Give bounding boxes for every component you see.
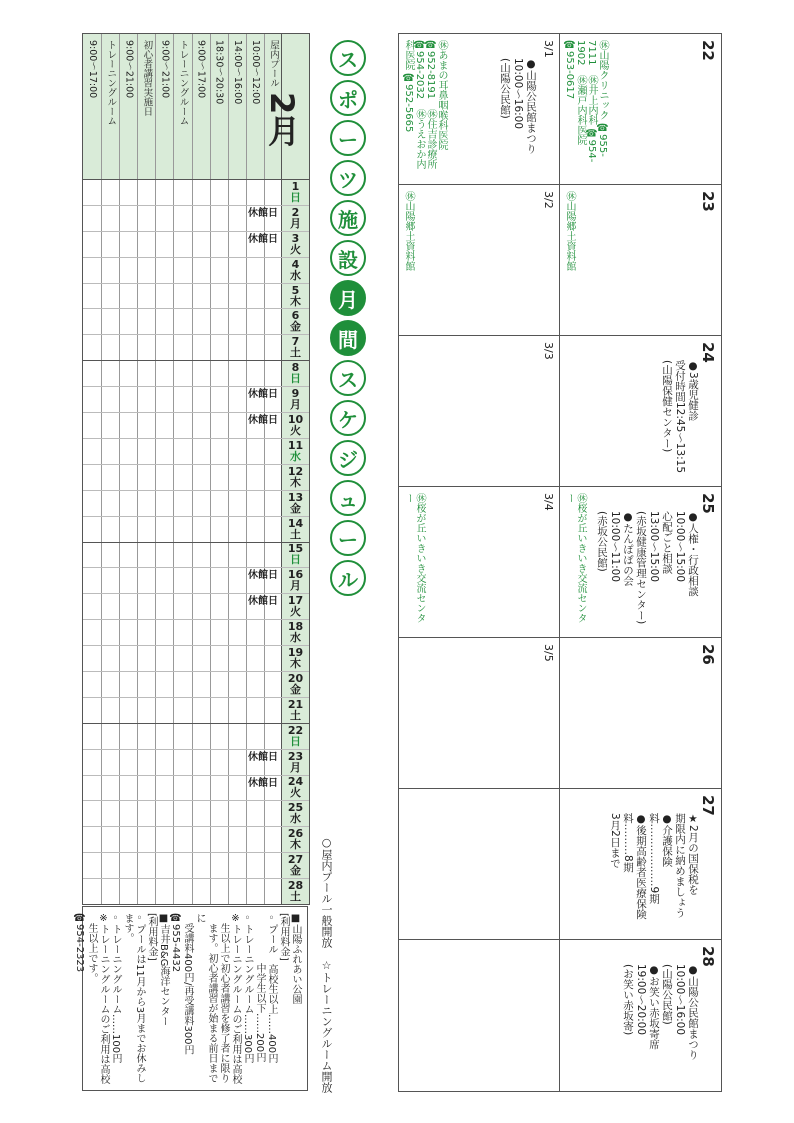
date-number: 6 xyxy=(291,309,300,323)
event-line: 10:00～15:00 xyxy=(674,511,686,583)
schedule-date xyxy=(282,749,309,775)
grid-hline xyxy=(83,800,309,801)
date-number: 16 xyxy=(287,568,304,582)
grid-vline xyxy=(210,34,211,904)
grid-hline xyxy=(83,593,309,594)
note-line: 生以上で初心者講習を修了者に限り xyxy=(218,913,229,1083)
date-number: 12 xyxy=(287,464,304,478)
date-number: 2 xyxy=(291,205,300,219)
event-line: 13:00～15:00 xyxy=(648,511,660,583)
schedule-row-label: 9:00～21:00 xyxy=(159,40,171,99)
day-number: 3/2 xyxy=(542,191,555,209)
date-number: 27 xyxy=(287,853,304,867)
calendar-cell-mar xyxy=(399,789,560,939)
grid-hline xyxy=(83,308,309,309)
event-line: ●3歳児健診 xyxy=(687,360,699,421)
note-line: ☎955-4432 xyxy=(170,913,181,973)
event-line: 受付時間12:45～13:15 xyxy=(674,360,686,474)
calendar-cell-feb xyxy=(560,940,721,1091)
schedule-row-label: 18:30～20:30 xyxy=(213,40,225,105)
date-number: 26 xyxy=(287,827,304,841)
weekday-label: 火 xyxy=(290,605,301,619)
title-char: 設 xyxy=(330,240,366,276)
grid-hline xyxy=(83,697,309,698)
closed-day-label: 休館日 xyxy=(248,596,278,608)
closed-day-label: 休館日 xyxy=(248,233,278,245)
calendar-cell-feb xyxy=(560,487,721,637)
weekday-label: 月 xyxy=(290,398,301,412)
schedule-date xyxy=(282,386,309,412)
weekday-label: 月 xyxy=(290,579,301,593)
event-line: (お笑い赤坂寄) xyxy=(622,964,634,1036)
title-char: 月 xyxy=(330,280,366,316)
day-number: 27 xyxy=(699,795,717,816)
weekday-label: 木 xyxy=(290,475,301,489)
weekday-label: 金 xyxy=(290,682,301,696)
weekday-label: 水 xyxy=(290,631,301,645)
calendar-strip xyxy=(399,185,721,336)
calendar-strip xyxy=(399,34,721,185)
event-line: 3月2日まで xyxy=(609,813,621,869)
grid-vline xyxy=(246,34,247,904)
grid-hline xyxy=(83,464,309,465)
calendar-cell-mar xyxy=(399,940,560,1091)
weekday-label: 月 xyxy=(290,216,301,230)
date-number: 28 xyxy=(287,879,304,893)
weekday-label: 水 xyxy=(290,449,301,463)
date-number: 13 xyxy=(287,490,304,504)
schedule-date xyxy=(282,645,309,671)
grid-hline xyxy=(83,490,309,491)
day-number: 25 xyxy=(699,493,717,514)
event-line: ●お笑い赤坂寄席 xyxy=(648,964,660,1050)
event-line: 期限内に納めましょう xyxy=(674,813,686,918)
event-line: 10:00～16:00 xyxy=(674,964,686,1036)
weekday-label: 日 xyxy=(290,190,301,204)
closed-day-label: 休館日 xyxy=(248,389,278,401)
weekday-label: 金 xyxy=(290,320,301,334)
note-line: [利用料金] xyxy=(146,913,157,961)
day-number: 3/1 xyxy=(542,40,555,58)
grid-hline xyxy=(83,852,309,853)
event-line: (赤坂公民館) xyxy=(596,511,608,572)
schedule-row-label: 9:00～17:00 xyxy=(87,40,99,99)
note-line: ■吉井B&G海洋センター xyxy=(158,913,169,1027)
day-number: 23 xyxy=(699,191,717,212)
title-char: ー xyxy=(330,120,366,156)
calendar-cell-feb xyxy=(560,34,721,184)
schedule-row-label: 屋内プール xyxy=(268,40,279,88)
schedule-row-label: トレーニングルーム xyxy=(177,40,189,126)
holiday-clinic-note: ㊡山陽クリニック ☎955-7111 ㊡井上内科 ☎954-1902 ㊡瀬戸内科医院 ☎953-0617 xyxy=(564,40,608,163)
grid-vline xyxy=(137,34,138,904)
date-number: 5 xyxy=(291,283,300,297)
date-number: 25 xyxy=(287,801,304,815)
grid-hline xyxy=(83,567,309,568)
grid-hline xyxy=(83,412,309,413)
weekday-label: 火 xyxy=(290,242,301,256)
grid-vline xyxy=(119,34,120,904)
date-number: 11 xyxy=(287,438,304,452)
grid-hline xyxy=(83,438,309,439)
title-char: ス xyxy=(330,40,366,76)
schedule-date xyxy=(282,671,309,697)
schedule-date xyxy=(282,826,309,852)
schedule-row-label: 10:00～12:00 xyxy=(249,40,261,105)
event-line: 10:00～16:00 xyxy=(512,58,524,130)
grid-hline xyxy=(83,516,309,517)
grid-hline xyxy=(83,542,309,543)
calendar-cell-mar xyxy=(399,336,560,486)
note-line: ◦トレーニングルーム……100円 xyxy=(110,913,121,1064)
schedule-date xyxy=(282,878,309,904)
date-number: 9 xyxy=(291,387,300,401)
title-char: ポ xyxy=(330,80,366,116)
calendar-cell-feb xyxy=(560,789,721,939)
schedule-date xyxy=(282,412,309,438)
event-line: ●後期高齢者医療保険料………8期 xyxy=(622,813,647,920)
schedule-date xyxy=(282,852,309,878)
schedule-date xyxy=(282,800,309,826)
holiday-clinic-note: ㊡桜が丘いきいき交流センター xyxy=(403,493,425,623)
event-line: ★2月の国保税を xyxy=(687,813,699,895)
event-line: ●たんぽぽの会 xyxy=(622,511,634,586)
schedule-date xyxy=(282,205,309,231)
note-line: 生以上です。 xyxy=(86,913,97,983)
date-number: 1 xyxy=(291,179,300,193)
date-number: 18 xyxy=(287,620,304,634)
schedule-date xyxy=(282,542,309,568)
grid-hline xyxy=(83,775,309,776)
title-char: 間 xyxy=(330,320,366,356)
schedule-date xyxy=(282,490,309,516)
event-line: (山陽公民館) xyxy=(499,58,511,119)
schedule-date xyxy=(282,179,309,205)
grid-vline xyxy=(192,34,193,904)
calendar-strip xyxy=(399,638,721,789)
schedule-date xyxy=(282,283,309,309)
event-line: (山陽保健センター) xyxy=(661,360,673,453)
grid-vline xyxy=(101,34,102,904)
schedule-row-label: 9:00～17:00 xyxy=(195,40,207,99)
closed-day-label: 休館日 xyxy=(248,777,278,789)
title-char: ー xyxy=(330,520,366,556)
title-char: ュ xyxy=(330,480,366,516)
note-line: [利用料金] xyxy=(278,913,289,961)
note-line: ◦プールは11月から3月までお休みします。 xyxy=(122,913,145,1084)
grid-hline xyxy=(83,360,309,361)
grid-hline xyxy=(83,723,309,724)
schedule-date xyxy=(282,257,309,283)
note-line: ☎954-2323 xyxy=(74,913,85,973)
facility-notes xyxy=(74,906,308,1091)
weekday-label: 月 xyxy=(290,760,301,774)
date-number: 19 xyxy=(287,646,304,659)
grid-vline xyxy=(155,34,156,904)
event-line: 10:00～11:00 xyxy=(609,511,621,583)
weekday-label: 日 xyxy=(290,372,301,386)
calendar-cell-mar xyxy=(399,638,560,788)
grid-hline xyxy=(83,179,309,180)
schedule-date xyxy=(282,334,309,360)
grid-vline xyxy=(228,34,229,904)
weekday-label: 土 xyxy=(290,890,301,904)
grid-hline xyxy=(83,619,309,620)
note-line: ます。初心者講習が始まる前日までに xyxy=(194,913,217,1083)
date-number: 21 xyxy=(287,697,304,711)
date-number: 17 xyxy=(287,594,304,608)
title-char: ツ xyxy=(330,160,366,196)
date-number: 23 xyxy=(287,749,304,763)
day-number: 24 xyxy=(699,342,717,363)
event-line: ●人権・行政相談 xyxy=(687,511,699,597)
event-line: 心配ごと相談 xyxy=(661,511,673,574)
weekday-label: 木 xyxy=(290,657,301,670)
grid-hline xyxy=(83,231,309,232)
schedule-date xyxy=(282,593,309,619)
note-line: ◦プール 高校生以上……400円 xyxy=(266,913,277,1064)
event-line: (赤坂健康管理センター) xyxy=(635,511,647,625)
weekday-label: 金 xyxy=(290,864,301,878)
day-events xyxy=(498,58,537,179)
weekday-label: 土 xyxy=(290,708,301,722)
page-title xyxy=(318,36,378,592)
closed-day-label: 休館日 xyxy=(248,207,278,219)
day-number: 3/4 xyxy=(542,493,555,511)
note-line: ◦トレーニングルーム……300円 xyxy=(242,913,253,1064)
grid-hline xyxy=(83,205,309,206)
date-number: 15 xyxy=(287,542,304,556)
grid-hline xyxy=(83,257,309,258)
date-number: 14 xyxy=(287,516,304,530)
event-line: ●介護保険料………………9期 xyxy=(648,813,673,904)
day-events xyxy=(595,511,699,632)
grid-hline xyxy=(83,671,309,672)
weekday-label: 金 xyxy=(290,501,301,515)
calendar-strip xyxy=(399,487,721,638)
schedule-row-label: トレーニングルーム xyxy=(105,40,117,126)
facility-schedule-table xyxy=(82,33,310,905)
event-calendar xyxy=(398,33,722,1092)
day-events xyxy=(621,964,699,1085)
day-number: 26 xyxy=(699,644,717,665)
grid-hline xyxy=(83,283,309,284)
schedule-date xyxy=(282,231,309,257)
grid-vline xyxy=(173,34,174,904)
grid-hline xyxy=(83,645,309,646)
weekday-label: 水 xyxy=(290,268,301,282)
day-events xyxy=(608,813,699,934)
schedule-date xyxy=(282,438,309,464)
note-line: 受講料400円/再受講料300円 xyxy=(182,913,193,1055)
event-line: ●山陽公民館まつり xyxy=(687,964,699,1060)
weekday-label: 土 xyxy=(290,527,301,541)
schedule-date xyxy=(282,308,309,334)
closed-day-label: 休館日 xyxy=(248,415,278,427)
calendar-cell-mar xyxy=(399,185,560,335)
weekday-label: 火 xyxy=(290,786,301,800)
holiday-clinic-note: ㊡山陽郷土資料館 xyxy=(564,191,575,271)
schedule-date xyxy=(282,516,309,542)
grid-hline xyxy=(83,878,309,879)
schedule-date xyxy=(282,360,309,386)
title-char: ジ xyxy=(330,440,366,476)
closed-day-label: 休館日 xyxy=(248,751,278,763)
weekday-label: 火 xyxy=(290,423,301,437)
calendar-cell-feb xyxy=(560,336,721,486)
schedule-row-label: 初心者講習実施日 xyxy=(141,40,153,116)
grid-hline xyxy=(83,749,309,750)
grid-vline xyxy=(264,34,265,904)
date-number: 24 xyxy=(287,775,304,789)
date-number: 4 xyxy=(291,257,300,271)
date-number: 22 xyxy=(287,723,304,737)
holiday-clinic-note: ㊡あまの耳鼻咽喉科医院 ☎952-8191 ㊡住吉診療所 ☎954-2032 ㊡うえおか内科医院 ☎952-5665 xyxy=(403,40,447,170)
note-line: ※トレーニングルームのご利用は高校 xyxy=(98,913,109,1084)
event-line: ●山陽公民館まつり xyxy=(525,58,537,154)
weekday-label: 日 xyxy=(290,734,301,748)
calendar-cell-feb xyxy=(560,185,721,335)
schedule-date xyxy=(282,619,309,645)
calendar-cell-feb xyxy=(560,638,721,788)
weekday-label: 土 xyxy=(290,346,301,360)
grid-hline xyxy=(83,826,309,827)
grid-hline xyxy=(83,334,309,335)
day-number: 22 xyxy=(699,40,717,61)
calendar-cell-mar xyxy=(399,34,560,184)
holiday-clinic-note: ㊡山陽郷土資料館 xyxy=(403,191,414,271)
schedule-date xyxy=(282,567,309,593)
weekday-label: 水 xyxy=(290,812,301,826)
schedule-row-label: 9:00～21:00 xyxy=(123,40,135,99)
schedule-date xyxy=(282,697,309,723)
event-line: (山陽公民館) xyxy=(661,964,673,1025)
title-char: ル xyxy=(330,560,366,596)
weekday-label: 木 xyxy=(290,838,301,852)
weekday-label: 日 xyxy=(290,553,301,567)
note-line: ■山陽ふれあい公園 xyxy=(290,913,301,1004)
day-number: 28 xyxy=(699,946,717,967)
calendar-cell-mar xyxy=(399,487,560,637)
event-line: 19:00～20:00 xyxy=(635,964,647,1036)
date-number: 7 xyxy=(291,335,300,349)
grid-hline xyxy=(83,386,309,387)
calendar-strip xyxy=(399,789,721,940)
date-number: 10 xyxy=(287,412,304,426)
title-char: ケ xyxy=(330,400,366,436)
schedule-date xyxy=(282,723,309,749)
title-char: 施 xyxy=(330,200,366,236)
day-number: 3/5 xyxy=(542,644,555,662)
schedule-legend: ○屋内プール一般開放 ☆トレーニングルーム開放 xyxy=(320,836,333,1093)
day-number: 3/3 xyxy=(542,342,555,360)
weekday-label: 木 xyxy=(290,294,301,308)
note-line: 中学生以下……200円 xyxy=(254,913,265,1063)
calendar-strip xyxy=(399,940,721,1091)
date-number: 8 xyxy=(291,361,300,375)
holiday-clinic-note: ㊡桜が丘いきいき交流センター xyxy=(564,493,586,623)
schedule-row-label: 14:00～16:00 xyxy=(231,40,243,105)
date-number: 20 xyxy=(287,671,304,685)
day-events xyxy=(660,360,699,481)
schedule-date xyxy=(282,775,309,801)
closed-day-label: 休館日 xyxy=(248,570,278,582)
date-number: 3 xyxy=(291,231,300,245)
note-line: ※トレーニングルームのご利用は高校 xyxy=(230,913,241,1084)
calendar-strip xyxy=(399,336,721,487)
month-label: 2月 xyxy=(263,92,301,147)
title-char: ス xyxy=(330,360,366,396)
schedule-date xyxy=(282,464,309,490)
